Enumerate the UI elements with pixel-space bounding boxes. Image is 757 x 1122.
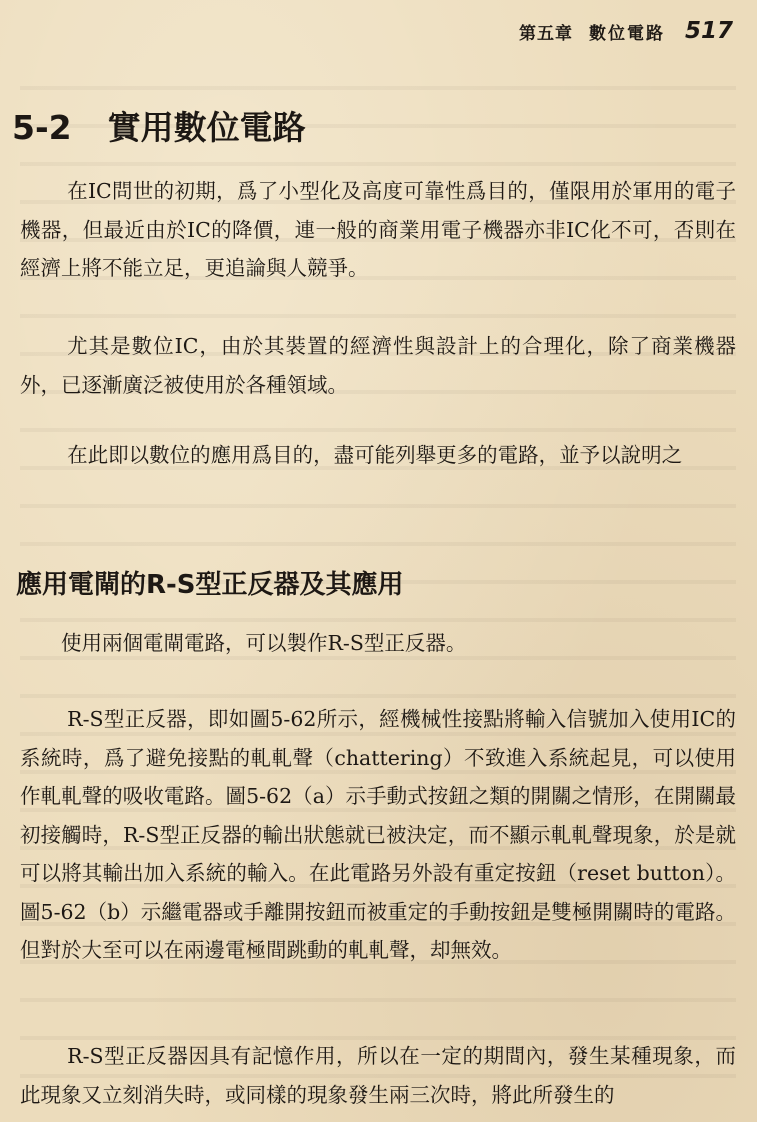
paragraph: R-S型正反器因具有記憶作用，所以在一定的期間內，發生某種現象，而此現象又立刻消失時，或同樣的現象發生兩三次時，將此所發生的 [20, 1044, 736, 1107]
section-heading [12, 102, 306, 149]
section-title: 實用數位電路 [107, 108, 306, 147]
section-number: 5-2 [12, 108, 72, 147]
chapter-title: 數位電路 [588, 23, 665, 44]
paragraph: 使用兩個電閘電路，可以製作R-S型正反器。 [61, 631, 467, 655]
running-header [519, 14, 733, 48]
page-number: 517 [684, 18, 733, 44]
paragraph: 在此即以數位的應用爲目的，盡可能列舉更多的電路，並予以說明之 [67, 443, 683, 467]
paragraph: R-S型正反器，即如圖5-62所示，經機械性接點將輸入信號加入使用IC的系統時，爲了避免接點的軋軋聲（chattering）不致進入系統起見，可以使用作軋軋聲的吸收電路。圖5-62（a）示手動式按鈕之類的開關之情形，在開關最初接觸時，R-S型正反器的輸出狀態就已被決定，而不顯示軋軋聲現象，於是就可以將其輸出加入系統的輸入。在此電路另外設有重定按鈕（reset button）。圖5-62（b）示繼電器或手離開按鈕而被重定的手動按鈕是雙極開關時的電路。但對於大至可以在兩邊電極間跳動的軋軋聲，却無效。 [20, 707, 736, 962]
subsection-heading: 應用電閘的R-S型正反器及其應用 [16, 570, 404, 600]
paragraph: 在IC問世的初期，爲了小型化及高度可靠性爲目的，僅限用於軍用的電子機器，但最近由於IC的降價，連一般的商業用電子機器亦非IC化不可，否則在經濟上將不能立足，更追論與人競爭。 [20, 179, 736, 280]
chapter-label: 第五章 [518, 23, 573, 44]
paragraph: 尤其是數位IC，由於其裝置的經濟性與設計上的合理化，除了商業機器外，已逐漸廣泛被使用於各種領域。 [20, 334, 736, 397]
